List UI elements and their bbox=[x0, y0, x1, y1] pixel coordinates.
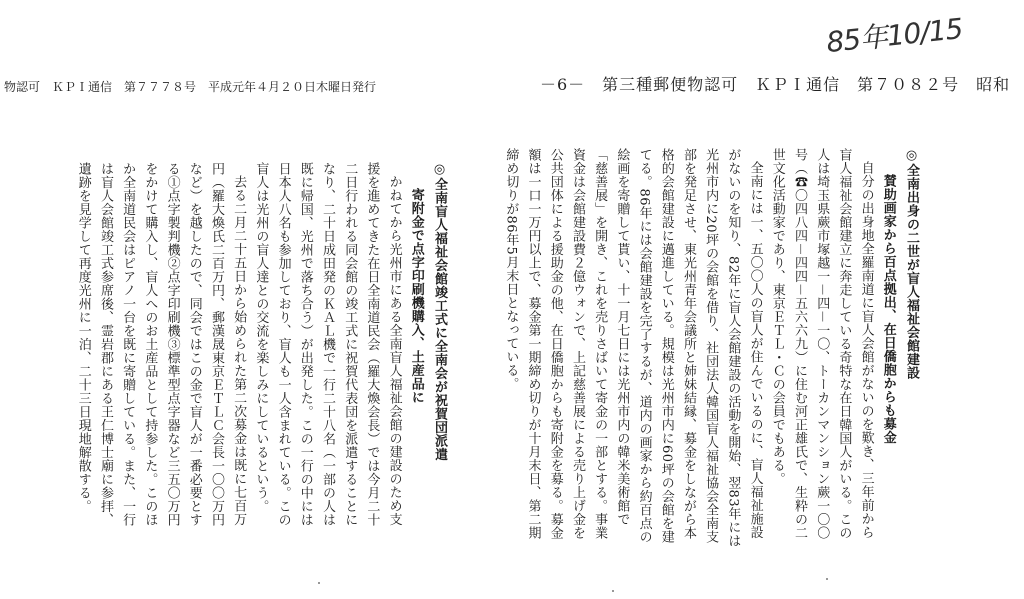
article-left-paragraph-2: 去る二月二十五日から始められた第二次募金は既に七百万円（羅大煥氏二百万円、郵漢晟東京ＥＴＬＣ会長一〇〇万円など）を越したので、同会ではこの金で盲人が一番必要とする①点字製判機②点字印刷機③標準型点字器など三五〇万円をかけて購入し、盲人へのお土産品として持参した。このほか全南道民会はピアノ一台を既に寄贈している。また、一行は盲人会館竣工式参席後、霊岩郡にある王仁博士廟に参拝、遺跡を見学して再度光州に一泊、二十三日現地解散する。 bbox=[75, 162, 247, 527]
article-completion-ceremony bbox=[30, 162, 450, 530]
article-left-paragraph-1: かねてから光州市にある全南盲人福祉会館の建設のため支援を進めてきた在日全南道民会（羅大煥会長）では今月二十二日行われる同会館の竣工式に祝賀代表団を派遣することになり、二十日成田発のＫＡＬ機で一行二十八名（一部の人は既に帰国、光州で落ち合う）が出発した。この一行の中には日本人八名も参加しており、盲人も一人含まれている。この盲人は光州の盲人達との交流を楽しみにしているという。 bbox=[253, 162, 402, 527]
handwritten-date: 85年10/15 bbox=[824, 11, 964, 60]
article-right-title: ◎全南出身の二世が盲人福祉会館建設 bbox=[904, 148, 919, 380]
scan-speck bbox=[318, 582, 320, 584]
header-right: －6－ 第三種郵便物認可 ＫＰＩ通信 第７０８２号 昭和 bbox=[540, 75, 1011, 94]
article-right-subtitle: 賛助画家から百点拠出、在日僑胞からも募金 bbox=[880, 174, 896, 444]
header-left: 物認可 ＫＰＩ通信 第７７７８号 平成元年４月２０日木曜日発行 bbox=[4, 80, 377, 94]
article-right-paragraph-1: 自分の出身地全羅南道に盲人会館がないのを歎き、三年前から盲人福祉会館建立に奔走している奇特な在日韓国人がいる。この人は埼玉県蕨市塚越一－四－一〇、トーカンマンション蕨一〇〇号（☎〇四八四－四四－五六六九）に住む河正雄氏で、生粋の二世文化活動家であり、東京ＥＴＬ・Ｃの会員でもある。 bbox=[769, 148, 874, 540]
article-blind-welfare-hall bbox=[480, 148, 922, 548]
article-left-subtitle: 寄附金で点字印刷機購入、土産品に bbox=[408, 188, 424, 404]
article-right-paragraph-2: 全南には一、五〇〇人の盲人が住んでいるのに、盲人福祉施設がないのを知り、82年に盲人会館建設の活動を開始、翌83年には光州市内に20坪の会館を借り、社団法人韓国盲人福祉協会全南支部を発足させ、東光州青年会議所と姉妹結縁、募金をしながら本格的会館建設に邁進している。規模は光州市内に60坪の会館を建てる。86年には会館建設を完了するが、道内の画家から約百点の絵画を寄贈して貰い、十一月七日には光州市内の韓米美術館で「慈善展」を開き、これを売りさばいて寄金の一部とする。事業資金は会館建設費２億ウォンで、上記慈善展による売り上げ金を公共団体による援助金の他、在日僑胞からも寄附金を募る。募金額は一口一万円以上で、募金第一期締め切りが十月末日、第二期締め切りが86年5月末日となっている。 bbox=[503, 148, 763, 548]
article-left-title: ◎全南盲人福祉会館竣工式に全南会が祝賀団派遣 bbox=[432, 162, 447, 461]
scan-speck bbox=[612, 590, 614, 592]
scan-speck bbox=[826, 578, 828, 580]
